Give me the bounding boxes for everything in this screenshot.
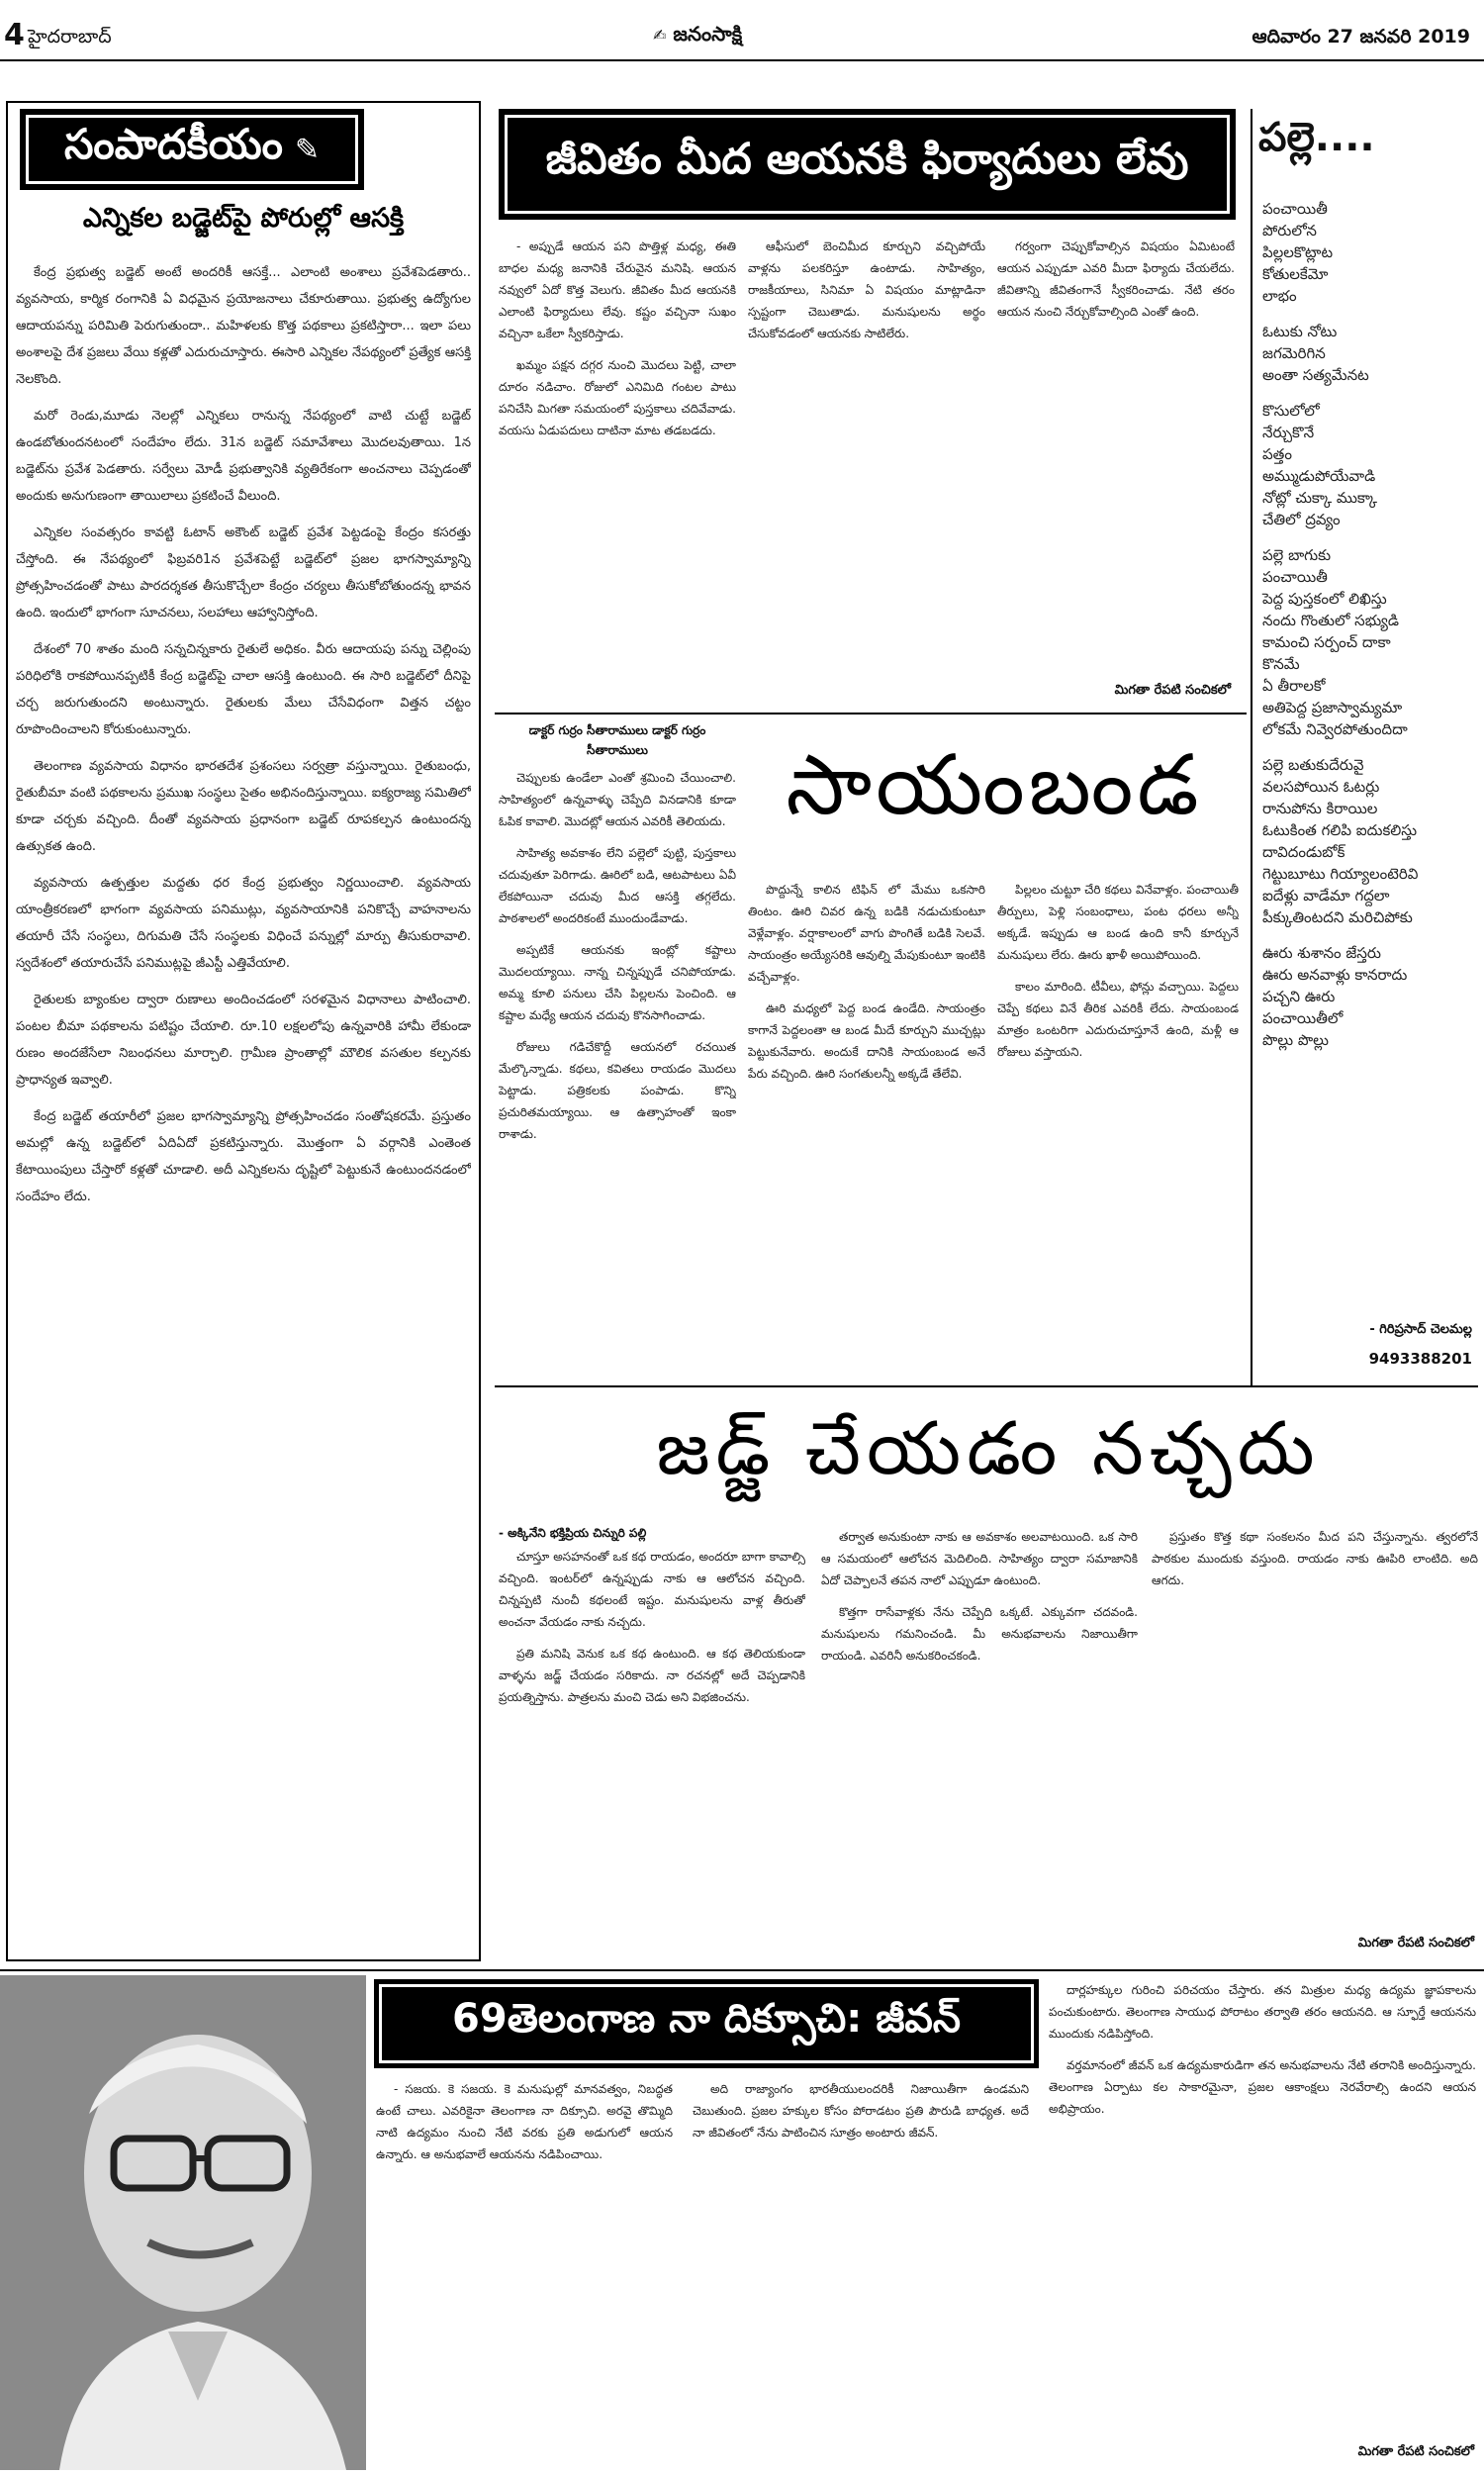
paragraph: తర్వాత అనుకుంటా నాకు ఆ అవకాశం అలవాటయింది. ఒక సారి ఆ సమయంలో ఆలోచన మెదిలింది. సాహిత్యం ద్వారా సమాజానికి ఏదో చెప్పాలనే తపన నాలో ఎప్పుడూ ఉంటుంది.	[821, 1530, 1138, 1587]
jeevan-continued: మిగతా రేపటి సంచికలో	[1357, 2444, 1474, 2459]
paragraph: వ్యవసాయ ఉత్పత్తుల మద్దతు ధర కేంద్ర ప్రభుత్వం నిర్ణయించాలి. వ్యవసాయ యాంత్రీకరణలో భాగంగా వ్యవసాయ పనిముట్లు, వ్యవసాయానికి పనికొచ్చే వాహనాలను తయారీ చేసే సంస్థలు, దిగుమతి చేసే సంస్థలకు విధించే పన్నుల్లో మార్పు తీసుకురావాలి. స్వదేశంలో తయారుచేసే పనిముట్లపై జీఎస్టీ ఎత్తివేయాలి.	[16, 876, 471, 971]
poem-line: పల్లె బాగుకు	[1262, 546, 1332, 564]
pen-icon: ✎	[294, 132, 321, 167]
poem-line: పంచాయితీలో	[1262, 1009, 1344, 1027]
poem-line: అంతా సత్యమేనట	[1262, 366, 1369, 384]
judge-col2	[821, 1526, 1138, 1951]
judge-col1	[499, 1546, 805, 1951]
poem-line: కోతులకేమో	[1262, 265, 1329, 283]
poem-line: పల్లె బతుకుదేరువై	[1262, 756, 1364, 774]
poem-phone: 9493388201	[1368, 1350, 1472, 1368]
jeevan-headline: 69తెలంగాణ నా దిక్సూచి: జీవన్	[374, 1979, 1039, 2068]
sayambanda-headline: సాయంబండ	[786, 735, 1203, 833]
paragraph: కేంద్ర ప్రభుత్వ బడ్జెట్ అంటే అందరికీ ఆసక్తే... ఎలాంటి అంశాలు ప్రవేశపెడతారు.. వ్యవసాయ, కార్మిక రంగానికి ఏ విధమైన ప్రయోజనాలు చేకూరుతాయి. ప్రభుత్వ ఉద్యోగుల ఆదాయపన్ను పరిమితి పెరుగుతుందా.. మహిళలకు కొత్త పథకాలు ప్రకటిస్తారా... ఇలా పలు అంశాలపై దేశ ప్రజలు వేయి కళ్లతో ఎదురుచూస్తారు. ఈసారి ఎన్నికల నేపథ్యంలో ప్రత్యేక ఆసక్తి నెలకొంది.	[16, 265, 471, 387]
poem-line: కామంచి సర్పంచ్ దాకా	[1262, 633, 1391, 651]
paragraph: ప్రతి మనిషి వెనుక ఒక కథ ఉంటుంది. ఆ కథ తెలియకుండా వాళ్ళను జడ్జ్ చేయడం సరికాదు. నా రచనల్లో అదే చెప్పడానికి ప్రయత్నిస్తాను. పాత్రలను మంచి చెడు అని విభజించను.	[499, 1647, 805, 1704]
paragraph: సాహిత్య అవకాశం లేని పల్లెలో పుట్టి, పుస్తకాలు చదువుతూ పెరిగాడు. ఊరిలో బడి, ఆటపాటలు ఏవీ లేకపోయినా చదువు మీద ఆసక్తి తగ్గలేదు. పాఠశాలలో అందరికంటే ముందుండేవాడు.	[499, 846, 736, 925]
poem-line: పోరులోన	[1262, 222, 1317, 239]
poem-line: అమ్ముడుపోయేవాడి	[1262, 467, 1376, 485]
paragraph: ఎన్నికల సంవత్సరం కావట్టి ఓటాన్ అకౌంట్ బడ్జెట్ ప్రవేశ పెట్టడంపై కేంద్రం కసరత్తు చేస్తోంది. ఈ నేపథ్యంలో ఫిబ్రవరి1న ప్రవేశపెట్టే బడ్జెట్‌లో ప్రజల భాగస్వామ్యాన్ని ప్రోత్సహించడంతో పాటు పారదర్శకత తీసుకొచ్చేలా కేంద్రం చర్యలు తీసుకోబోతుందన్న భావన ఉంది. ఇందులో భాగంగా సూచనలు, సలహాలు ఆహ్వానిస్తోంది.	[16, 525, 471, 620]
poem-line: ఓటుకింత గలిపి ఐదుకలిస్తు	[1262, 821, 1418, 839]
poem-line: చేతిలో ద్రవ్యం	[1262, 511, 1341, 528]
poem-stanza-gap	[1262, 386, 1474, 400]
paragraph: పొద్దున్నే కాలిన టిఫిన్ లో మేము ఒకసారి తింటం. ఊరి చివర ఉన్న బడికి నడుచుకుంటూ వెళ్లేవాళ్లం. వర్షాకాలంలో వాగు పొంగితే బడికి సెలవే. సాయంత్రం అయ్యేసరికి ఆవుల్ని మేపుకుంటూ ఇంటికి వచ్చేవాళ్లం.	[748, 883, 985, 984]
poem-line: అతిపెద్ద ప్రజాస్వామ్యమా	[1262, 699, 1403, 716]
jeevan-portrait	[0, 1975, 366, 2470]
city-label: హైదరాబాద్	[28, 26, 112, 48]
paragraph: - సజయ. కె సజయ. కె మనుషుల్లో మానవత్వం, నిబద్ధత ఉంటే చాలు. ఎవరికైనా తెలంగాణ నా దిక్సూచి. అరవై తొమ్మిది నాటి ఉద్యమం నుంచి నేటి వరకు ప్రతి అడుగులో ఆయన ఉన్నారు. ఆ అనుభవాలే ఆయనను నడిపించాయి.	[376, 2082, 673, 2161]
paragraph: చూస్తూ అసహనంతో ఒక కథ రాయడం, అందరూ బాగా కావాల్సి వచ్చింది. ఇంటర్‌లో ఉన్నప్పుడు నాకు ఆ ఆలోచన వచ్చింది. చిన్నప్పటి నుంచీ కథలంటే ఇష్టం. మనుషులను వాళ్ల తీరుతో అంచనా వేయడం నాకు నచ్చదు.	[499, 1550, 805, 1629]
paragraph: ఖమ్మం పక్షన దగ్గర నుంచి మొదలు పెట్టి, చాలా దూరం నడిచాం. రోజులో ఎనిమిది గంటల పాటు పనిచేసి మిగతా సమయంలో పుస్తకాలు చదివేవాడు. వయసు ఏడుపదులు దాటినా మాట తడబడదు.	[499, 358, 736, 437]
poem-line: దావిదండుబోక్	[1262, 843, 1345, 861]
paragraph: రైతులకు బ్యాంకుల ద్వారా రుణాలు అందించడంలో సరళమైన విధానాలు పాటించాలి. పంటల బీమా పథకాలను పటిష్టం చేయాలి. రూ.10 లక్షలలోపు ఉన్నవారికి హామీ లేకుండా రుణం అందజేసేలా నిబంధనలు మార్చాలి. గ్రామీణ ప్రాంతాల్లో మౌలిక వసతుల కల్పనకు ప్రాధాన్యత ఇవ్వాలి.	[16, 993, 471, 1088]
mid-divider	[495, 713, 1247, 714]
judge-author: - అక్కినేని భక్తిప్రియ చిన్నురి పల్లి	[499, 1526, 647, 1540]
paragraph: ఊరి మధ్యలో పెద్ద బండ ఉండేది. సాయంత్రం కాగానే పెద్దలంతా ఆ బండ మీదే కూర్చుని ముచ్చట్లు పెట్టుకునేవారు. అందుకే దానికి సాయంబండ అనే పేరు వచ్చింది. ఊరి సంగతులన్నీ అక్కడే తేలేవి.	[748, 1001, 985, 1081]
poem-line: నేర్చుకొనే	[1262, 424, 1315, 441]
paragraph: దార్లహక్కుల గురించి పరిచయం చేస్తారు. తన మిత్రుల మధ్య ఉద్యమ జ్ఞాపకాలను పంచుకుంటారు. తెలంగాణ సాయుధ పోరాటం తర్వాతి తరం ఆయనది. ఆ స్ఫూర్తే ఆయనను ముందుకు నడిపిస్తోంది.	[1049, 1983, 1476, 2041]
editorial-section-label: సంపాదకీయం ✎	[20, 109, 364, 190]
poem-line: పంచాయితీ	[1262, 200, 1328, 218]
sayambanda-col2	[997, 879, 1239, 1385]
feature-headline: జీవితం మీద ఆయనకి ఫిర్యాదులు లేవు	[499, 109, 1236, 220]
poem-stanza-gap	[1262, 740, 1474, 754]
poem-line: నందు గొంతులో సభ్యుడి	[1262, 612, 1399, 629]
poem-line: పచ్చని ఊరు	[1262, 988, 1336, 1005]
paragraph: - అప్పుడే ఆయన పని పొత్తిళ్ల మధ్య, ఈతి బాధల మధ్య జనానికి చేరువైన మనిషి. ఆయన నవ్వులో ఏదో కొత్త వెలుగు. జీవితం మీద ఆయనకి ఎలాంటి ఫిర్యాదులు లేవు. కష్టం వచ్చినా సుఖం వచ్చినా ఒకేలా స్వీకరిస్తాడు.	[499, 239, 736, 340]
paragraph: రోజులు గడిచేకొద్దీ ఆయనలో రచయిత మేల్కొన్నాడు. కథలు, కవితలు రాయడం మొదలు పెట్టాడు. పత్రికలకు పంపాడు. కొన్ని ప్రచురితమయ్యాయి. ఆ ఉత్సాహంతో ఇంకా రాశాడు.	[499, 1040, 736, 1141]
portrait-image	[0, 1975, 366, 2470]
poem-line: రానుపోను కిరాయిల	[1262, 800, 1378, 817]
poem-line: వలసపోయిన ఓటర్లు	[1262, 778, 1380, 796]
poem-line: గెట్టుబూటు గియ్యాలంటెరివి	[1262, 865, 1419, 883]
header-rule	[0, 59, 1484, 61]
judge-divider	[495, 1385, 1478, 1387]
jeevan-col1	[376, 2078, 673, 2464]
poem-line: పొల్లు పొల్లు	[1262, 1031, 1329, 1049]
poem-line: పత్తం	[1262, 445, 1292, 463]
paragraph: పిల్లలం చుట్టూ చేరి కథలు వినేవాళ్లం. పంచాయితీ తీర్పులు, పెళ్లి సంబంధాలు, పంట ధరలు అన్నీ అక్కడే. ఇప్పుడు ఆ బండ ఉంది కానీ కూర్చునే మనుషులు లేరు. ఊరు ఖాళీ అయిపోయింది.	[997, 883, 1239, 962]
judge-continued: మిగతా రేపటి సంచికలో	[1357, 1936, 1474, 1951]
poem-line: లాభం	[1262, 287, 1297, 305]
editorial-headline: ఎన్నికల బడ్జెట్‌పై పోరుల్లో ఆసక్తి	[82, 203, 405, 234]
poem-line: పీక్కుతింటదని మరిచిపోకు	[1262, 908, 1413, 926]
bottom-divider	[0, 1969, 1484, 1971]
poem-title: పల్లె....	[1258, 115, 1375, 160]
paragraph: కొత్తగా రాసేవాళ్లకు నేను చెప్పేది ఒక్కటే. ఎక్కువగా చదవండి. మనుషులను గమనించండి. మీ అనుభవాలను నిజాయితీగా రాయండి. ఎవరినీ అనుకరించకండి.	[821, 1605, 1138, 1663]
poem-line: ఓటుకు నోటు	[1262, 323, 1338, 340]
paragraph: అది రాజ్యాంగం భారతీయులందరికీ నిజాయితీగా ఉండమని చెబుతుంది. ప్రజల హక్కుల కోసం పోరాడటం ప్రతి పౌరుడి బాధ్యత. అదే నా జీవితంలో నేను పాటించిన సూత్రం అంటారు జీవన్.	[693, 2082, 1029, 2140]
page-date: ఆదివారం 27 జనవరి 2019	[1252, 26, 1470, 48]
paragraph: దేశంలో 70 శాతం మంది సన్నచిన్నకారు రైతులే అధికం. వీరు ఆదాయపు పన్ను చెల్లింపు పరిధిలోకి రాకపోయినప్పటికీ కేంద్ర బడ్జెట్‌పై చాలా ఆసక్తి ఉంటుంది. ఈ సారి బడ్జెట్‌లో దీనిపై చర్చ జరుగుతుందని అంటున్నారు. రైతులకు మేలు చేసేవిధంగా విత్తన చట్టం రూపొందించాలని కోరుకుంటున్నారు.	[16, 642, 471, 737]
jeevan-col3	[1049, 1979, 1476, 2434]
poem-line: పిల్లలకొట్లాట	[1262, 243, 1334, 261]
poem-line: ఐదేళ్లు వాడేమా గద్దలా	[1262, 887, 1390, 904]
poem-stanza-gap	[1262, 928, 1474, 942]
paragraph: ఆఫీసులో బెంచిమీద కూర్చుని వచ్చిపోయే వాళ్లను పలకరిస్తూ ఉంటాడు. సాహిత్యం, రాజకీయాలు, సినిమా ఏ విషయం మాట్లాడినా స్పష్టంగా చెబుతాడు. మనుషులను అర్థం చేసుకోవడంలో ఆయనకు సాటిలేరు.	[748, 239, 985, 340]
paragraph: గర్వంగా చెప్పుకోవాల్సిన విషయం ఏమిటంటే ఆయన ఎప్పుడూ ఎవరి మీదా ఫిర్యాదు చేయలేదు. జీవితాన్ని జీవితంగానే స్వీకరించాడు. నేటి తరం ఆయన నుంచి నేర్చుకోవాల్సింది ఎంతో ఉంది.	[997, 239, 1235, 319]
masthead-name: జనంసాక్షి	[673, 22, 743, 46]
judge-headline: జడ్జ్ చేయడం నచ్చదు	[656, 1406, 1321, 1491]
paragraph: మరో రెండు,మూడు నెలల్లో ఎన్నికలు రానున్న నేపథ్యంలో వాటి చుట్టే బడ్జెట్ ఉండబోతుందనటంలో సందేహం లేదు. 31న బడ్జెట్ సమావేశాలు మొదలవుతాయి. 1న బడ్జెట్‌ను ప్రవేశ పెడతారు. సర్వేలు మోడీ ప్రభుత్వానికి వ్యతిరేకంగా అంచనాలు చెప్పడంతో అందుకు అనుగుణంగా తాయిలాలు ప్రకటించే వీలుంది.	[16, 409, 471, 504]
masthead-logo-icon: ✍	[653, 26, 667, 45]
poem-author: - గిరిప్రసాద్ చెలమల్ల	[1369, 1322, 1472, 1337]
poem-stanza-gap	[1262, 307, 1474, 321]
mid-story-body	[499, 767, 736, 1390]
mid-story-kicker: డాక్టర్ గుర్రం సీతారాములు డాక్టర్ గుర్రం సీతారాములు	[528, 723, 706, 757]
poem-body	[1262, 198, 1474, 1237]
poem-line: జగమెరిగిన	[1262, 344, 1326, 362]
jeevan-col2	[693, 2078, 1029, 2464]
paragraph: కాలం మారింది. టీవీలు, ఫోన్లు వచ్చాయి. పెద్దలు చెప్పే కథలు వినే తీరిక ఎవరికీ లేదు. సాయంబండ మాత్రం ఒంటరిగా ఎదురుచూస్తూనే ఉంది, మళ్లీ ఆ రోజులు వస్తాయని.	[997, 980, 1239, 1059]
masthead	[653, 22, 742, 50]
poem-line: ఊరు శుశానం జేస్తరు	[1262, 944, 1381, 962]
paragraph: వర్తమానంలో జీవన్ ఒక ఉద్యమకారుడిగా తన అనుభవాలను నేటి తరానికి అందిస్తున్నారు. తెలంగాణ ఏర్పాటు కల సాకారమైనా, ప్రజల ఆకాంక్షలు నెరవేరాల్సి ఉందని ఆయన అభిప్రాయం.	[1049, 2058, 1476, 2116]
editorial-body	[16, 259, 471, 1951]
feature-continued: మిగతా రేపటి సంచికలో	[1114, 683, 1231, 698]
poem-stanza-gap	[1262, 530, 1474, 544]
paragraph: కేంద్ర బడ్జెట్ తయారీలో ప్రజల భాగస్వామ్యాన్ని ప్రోత్సహించడం సంతోషకరమే. ప్రస్తుతం అమల్లో ఉన్న బడ్జెట్‌లో ఏదిఏదో ప్రకటిస్తున్నారు. మొత్తంగా ఏ వర్గానికి ఎంతెంత కేటాయింపులు చేస్తారో కళ్లతో చూడాలి. అదీ ఎన్నికలను దృష్టిలో పెట్టుకునే ఉంటుందనడంలో సందేహం లేదు.	[16, 1109, 471, 1204]
feature-body-col2	[748, 236, 985, 671]
poem-line: లోకమే నివ్వెరపోతుందిదా	[1262, 720, 1408, 738]
sayambanda-col1	[748, 879, 985, 1385]
poem-line: కొనమే	[1262, 655, 1300, 673]
paragraph: అప్పటికే ఆయనకు ఇంట్లో కష్టాలు మొదలయ్యాయి. నాన్న చిన్నప్పుడే చనిపోయాడు. అమ్మ కూలి పనులు చేసి పిల్లలను పెంచింది. ఆ కష్టాల మధ్యే ఆయన చదువు కొనసాగించాడు.	[499, 943, 736, 1022]
poem-line: ఊరు అనవాళ్లు కానరాదు	[1262, 966, 1408, 984]
paragraph: తెలంగాణ వ్యవసాయ విధానం భారతదేశ ప్రశంసలు సర్వత్రా వస్తున్నాయి. రైతుబంధు, రైతుబీమా వంటి పథకాలను ప్రముఖ సంస్థలు సైతం అభినందిస్తున్నాయి. ఐక్యరాజ్య సమితిలో కూడా చర్చకు వచ్చింది. దీంతో వ్యవసాయ ప్రధానంగా బడ్జెట్ రూపకల్పన ఉంటుందన్న ఉత్సుకత ఉంది.	[16, 759, 471, 854]
page-number: 4	[4, 18, 25, 52]
feature-body-col1	[499, 236, 736, 718]
paragraph: ప్రస్తుతం కొత్త కథా సంకలనం మీద పని చేస్తున్నాను. త్వరలోనే పాఠకుల ముందుకు వస్తుంది. రాయడం నాకు ఊపిరి లాంటిది. అది ఆగదు.	[1152, 1530, 1478, 1587]
page-header	[0, 0, 1484, 61]
poem-line: నోట్లో చుక్కా ముక్కా	[1262, 489, 1378, 507]
feature-body-col3	[997, 236, 1235, 671]
poem-line: పెద్ద పుస్తకంలో లిఖిస్తు	[1262, 590, 1387, 608]
paragraph: చెప్పులకు ఉండేలా ఎంతో శ్రమించి చేయించాలి. సాహిత్యంలో ఉన్నవాళ్ళు చెప్పేది వినడానికి కూడా ఓపిక కావాలి. మొదట్లో ఆయన ఎవరికీ తెలియదు.	[499, 771, 736, 828]
poem-line: కొసులోలో	[1262, 402, 1320, 420]
judge-col3	[1152, 1526, 1478, 1922]
poem-line: ఏ తీరాలకో	[1262, 677, 1326, 695]
poem-line: పంచాయితీ	[1262, 568, 1328, 586]
